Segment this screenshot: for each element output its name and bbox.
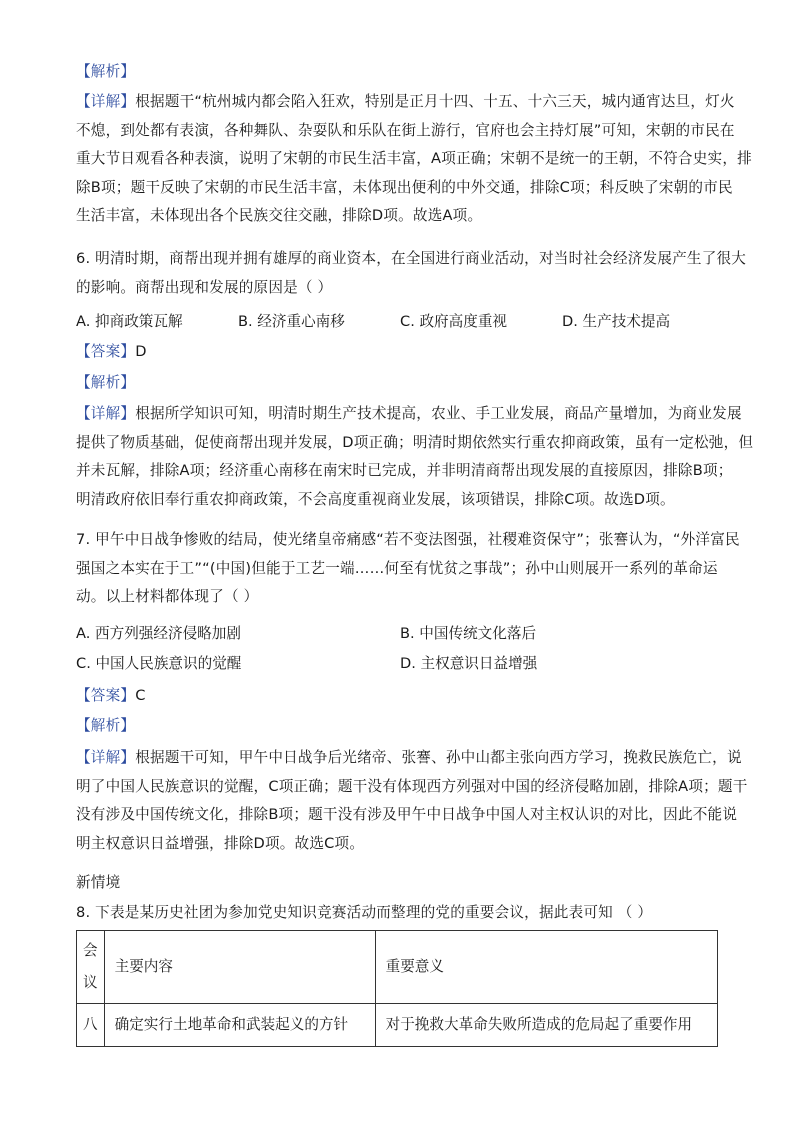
q6-option-a: A. 抑商政策瓦解	[76, 313, 183, 330]
q6-stem: 6. 明清时期，商帮出现并拥有雄厚的商业资本，在全国进行商业活动，对当时社会经济发展产生了很大 的影响。商帮出现和发展的原因是（ ）	[76, 250, 747, 296]
q6-option-c: C. 政府高度重视	[400, 313, 508, 330]
q7-options	[76, 620, 716, 680]
table-cell: 对于挽救大革命失败所造成的危局起了重要作用	[375, 1004, 717, 1047]
q8-table	[76, 930, 718, 1047]
q6-analysis-label: 【解析】	[76, 374, 136, 391]
q7-option-c: C. 中国人民族意识的觉醒	[76, 655, 242, 672]
q7-analysis-label: 【解析】	[76, 717, 136, 734]
q7-option-b: B. 中国传统文化落后	[400, 625, 537, 642]
table-header-cell: 主要内容	[104, 931, 375, 1004]
q5-analysis-label: 【解析】	[76, 63, 136, 80]
table-header-row	[77, 931, 718, 1004]
q7-detail: 【详解】根据题干可知，甲午中日战争后光绪帝、张謇、孙中山都主张向西方学习，挽救民族危亡，说 明了中国人民族意识的觉醒，C项正确；题干没有体现西方列强对中国的经济侵略加剧，排除A项；题干 没有涉及中国传统文化，排除B项；题干没有涉及甲午中日战争中国人对主权认识的对比，因此不能说 明主权意识日益增强，排除D项。故选C项。	[76, 749, 748, 852]
table-cell: 八	[77, 1004, 105, 1047]
table-header-cell: 会 议	[77, 931, 105, 1004]
q6-answer: 【答案】D	[76, 343, 147, 360]
table-header-cell: 重要意义	[375, 931, 717, 1004]
q5-detail: 【详解】根据题干“杭州城内都会陷入狂欢，特别是正月十四、十五、十六三天，城内通宵达旦，灯火 不熄，到处都有表演，各种舞队、杂耍队和乐队在街上游行，官府也会主持灯展”可知，宋朝的市民在 重大节日观看各种表演，说明了宋朝的市民生活丰富，A项正确；宋朝不是统一的王朝，不符合史实，排 除B项；题干反映了宋朝的市民生活丰富，未体现出便利的中外交通，排除C项；科反映了宋朝的市民 生活丰富，未体现出各个民族交往交融，排除D项。故选A项。	[76, 93, 752, 225]
q7-stem: 7. 甲午中日战争惨败的结局，使光绪皇帝痛感“若不变法图强，社稷难资保守”；张謇认为，“外洋富民 强国之本实在于工”“(中国)但能于工艺一端……何至有忧贫之事哉”；孙中山则展开一系列的革命运 动。以上材料都体现了（ ）	[76, 531, 740, 606]
q6-options	[76, 308, 716, 336]
q8-stem: 8. 下表是某历史社团为参加党史知识竞赛活动而整理的党的重要会议，据此表可知 （ ）	[76, 904, 653, 921]
table-cell: 确定实行土地革命和武装起义的方针	[104, 1004, 375, 1047]
q6-option-b: B. 经济重心南移	[238, 313, 345, 330]
q7-option-d: D. 主权意识日益增强	[400, 655, 538, 672]
q7-answer: 【答案】C	[76, 687, 146, 704]
q6-detail: 【详解】根据所学知识可知，明清时期生产技术提高，农业、手工业发展，商品产量增加，为商业发展 提供了物质基础，促使商帮出现并发展，D项正确；明清时期依然实行重农抑商政策，虽有一定松弛，但 并未瓦解，排除A项；经济重心南移在南宋时已完成，并非明清商帮出现发展的直接原因，排除B项； 明清政府依旧奉行重农抑商政策，不会高度重视商业发展，该项错误，排除C项。故选D项。	[76, 405, 754, 508]
section-label: 新情境	[76, 874, 121, 891]
q7-option-a: A. 西方列强经济侵略加剧	[76, 625, 241, 642]
q6-option-d: D. 生产技术提高	[562, 313, 671, 330]
table-row	[77, 1004, 718, 1047]
